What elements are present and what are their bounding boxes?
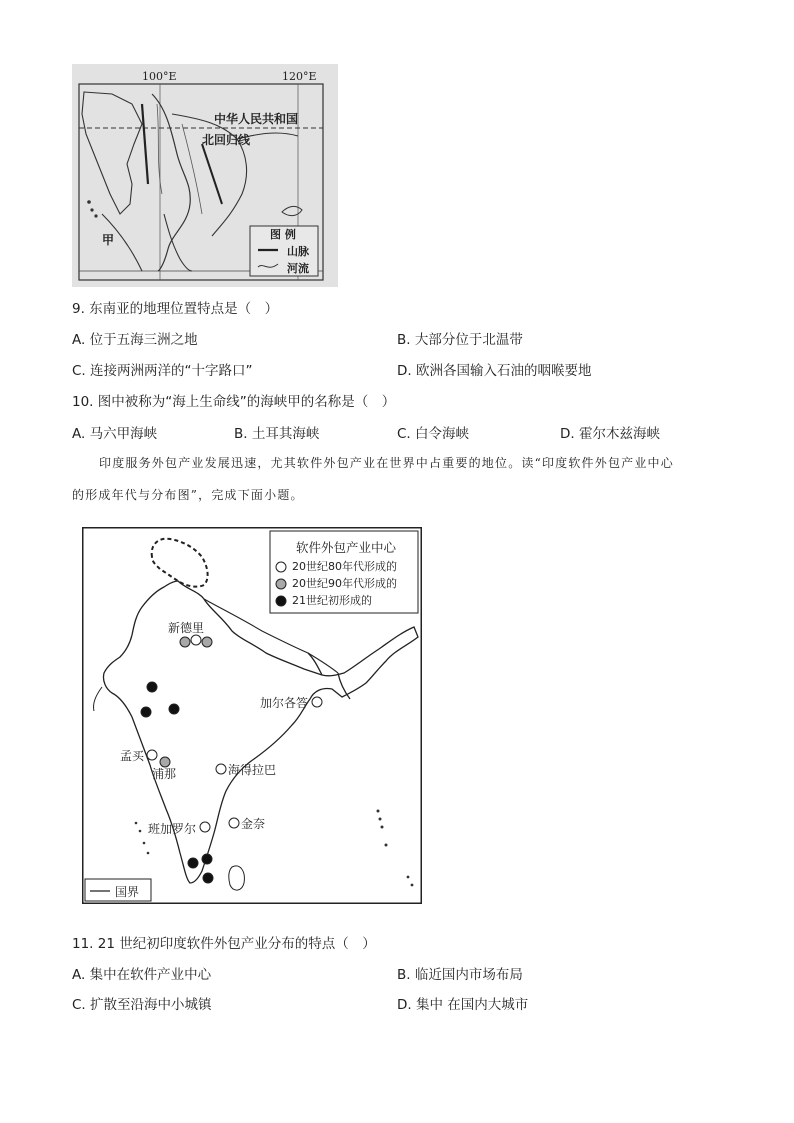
legend-21c-label: 21世纪初形成的 xyxy=(292,594,372,607)
q10-stem: 10. 图中被称为“海上生命线”的海峡甲的名称是（ ） xyxy=(72,394,396,410)
q11-stem: 11. 21 世纪初印度软件外包产业分布的特点（ ） xyxy=(72,936,376,952)
city-pune: 浦那 xyxy=(152,767,177,781)
q10-option-d[interactable]: D. 霍尔木兹海峡 xyxy=(560,426,660,442)
kerala-marker-2 xyxy=(202,854,212,864)
bangalore-marker xyxy=(200,822,210,832)
intro-line-1: 印度服务外包产业发展迅速，尤其软件外包产业在世界中占重要的地位。读“印度软件外包产业中心 xyxy=(99,456,674,470)
q9-stem: 9. 东南亚的地理位置特点是（ ） xyxy=(72,301,279,317)
gujarat-marker-2 xyxy=(141,707,151,717)
kerala-marker-1 xyxy=(188,858,198,868)
q9-option-c[interactable]: C. 连接两洲两洋的“十字路口” xyxy=(72,363,253,379)
newdelhi-marker-3 xyxy=(202,637,212,647)
strait-jia-label: 甲 xyxy=(102,233,115,247)
tropic-label: 北回归线 xyxy=(202,133,251,147)
gujarat-marker-1 xyxy=(147,682,157,692)
legend-80s-label: 20世纪80年代形成的 xyxy=(292,560,397,573)
city-kolkata: 加尔各答 xyxy=(260,696,309,710)
q9-option-a[interactable]: A. 位于五海三洲之地 xyxy=(72,332,198,348)
q11-option-d[interactable]: D. 集中 在国内大城市 xyxy=(397,997,529,1013)
lon-120e-label: 120°E xyxy=(282,70,317,83)
legend-21c-marker xyxy=(276,596,286,606)
q11-option-c[interactable]: C. 扩散至沿海中小城镇 xyxy=(72,997,212,1013)
legend-80s-marker xyxy=(276,562,286,572)
southeast-asia-map xyxy=(72,64,338,287)
city-hyderabad: 海得拉巴 xyxy=(228,763,277,777)
legend-90s-label: 20世纪90年代形成的 xyxy=(292,577,397,590)
mumbai-marker xyxy=(147,750,157,760)
border-legend-label: 国界 xyxy=(115,885,140,899)
q9-option-d[interactable]: D. 欧洲各国输入石油的咽喉要地 xyxy=(397,363,592,379)
legend-90s-marker xyxy=(276,579,286,589)
city-mumbai: 孟买 xyxy=(120,749,145,763)
chennai-marker xyxy=(229,818,239,828)
q10-option-b[interactable]: B. 土耳其海峡 xyxy=(234,426,320,442)
q11-option-a[interactable]: A. 集中在软件产业中心 xyxy=(72,967,212,983)
q11-option-b[interactable]: B. 临近国内市场布局 xyxy=(397,967,523,983)
kolkata-marker xyxy=(312,697,322,707)
city-chennai: 金奈 xyxy=(241,817,266,831)
lon-100e-label: 100°E xyxy=(142,70,177,83)
hyderabad-marker xyxy=(216,764,226,774)
intro-line-2: 的形成年代与分布图”，完成下面小题。 xyxy=(72,488,304,502)
city-new-delhi: 新德里 xyxy=(168,621,205,635)
legend-mountain-label: 山脉 xyxy=(287,245,309,258)
newdelhi-marker-2 xyxy=(191,635,201,645)
legend-river-label: 河流 xyxy=(287,262,309,275)
city-bangalore: 班加罗尔 xyxy=(148,822,197,836)
india-map xyxy=(82,527,422,904)
q10-option-a[interactable]: A. 马六甲海峡 xyxy=(72,426,158,442)
gujarat-marker-3 xyxy=(169,704,179,714)
china-label: 中华人民共和国 xyxy=(214,112,299,126)
q10-option-c[interactable]: C. 白令海峡 xyxy=(397,426,470,442)
legend-title: 图 例 xyxy=(270,228,296,241)
q9-option-b[interactable]: B. 大部分位于北温带 xyxy=(397,332,523,348)
kerala-marker-3 xyxy=(203,873,213,883)
legend-title: 软件外包产业中心 xyxy=(296,540,397,555)
newdelhi-marker-1 xyxy=(180,637,190,647)
